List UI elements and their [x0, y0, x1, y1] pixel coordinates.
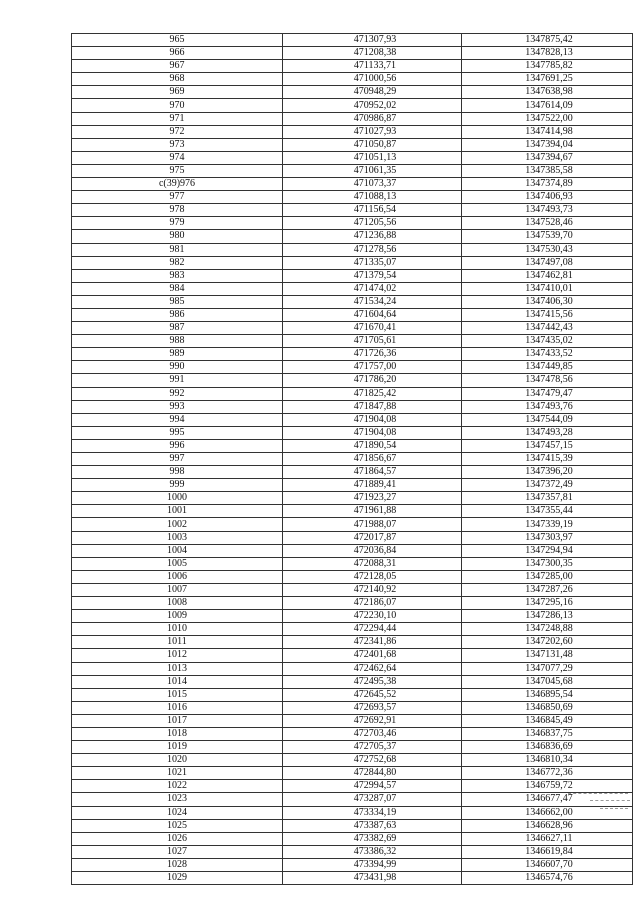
y-coordinate-cell: 1347415,39: [462, 453, 633, 466]
point-number-cell: 1009: [72, 610, 283, 623]
point-number-cell: 986: [72, 308, 283, 321]
x-coordinate-cell: 472703,46: [283, 727, 462, 740]
x-coordinate-cell: 473386,32: [283, 845, 462, 858]
point-number-cell: 1000: [72, 492, 283, 505]
table-row: [72, 754, 633, 767]
table-row: [72, 597, 633, 610]
table-row: [72, 374, 633, 387]
table-row: [72, 767, 633, 780]
point-number-cell: 1022: [72, 780, 283, 793]
table-row: [72, 505, 633, 518]
table-row: [72, 34, 633, 47]
point-number-cell: 1021: [72, 767, 283, 780]
table-row: [72, 570, 633, 583]
point-number-cell: 978: [72, 204, 283, 217]
point-number-cell: 1023: [72, 793, 283, 806]
x-coordinate-cell: 472401,68: [283, 649, 462, 662]
point-number-cell: 1015: [72, 688, 283, 701]
x-coordinate-cell: 473431,98: [283, 872, 462, 885]
point-number-cell: 1017: [72, 714, 283, 727]
point-number-cell: 1010: [72, 623, 283, 636]
point-number-cell: 988: [72, 335, 283, 348]
y-coordinate-cell: 1346662,00: [462, 806, 633, 819]
point-number-cell: 980: [72, 230, 283, 243]
table-row: [72, 636, 633, 649]
y-coordinate-cell: 1346574,76: [462, 872, 633, 885]
point-number-cell: 1013: [72, 662, 283, 675]
y-coordinate-cell: 1347394,67: [462, 151, 633, 164]
table-row: [72, 125, 633, 138]
x-coordinate-cell: 472994,57: [283, 780, 462, 793]
x-coordinate-cell: 471379,54: [283, 269, 462, 282]
x-coordinate-cell: 473287,07: [283, 793, 462, 806]
x-coordinate-cell: 471051,13: [283, 151, 462, 164]
point-number-cell: 998: [72, 466, 283, 479]
x-coordinate-cell: 471205,56: [283, 217, 462, 230]
table-row: [72, 230, 633, 243]
x-coordinate-cell: 472230,10: [283, 610, 462, 623]
y-coordinate-cell: 1347339,19: [462, 518, 633, 531]
y-coordinate-cell: 1347294,94: [462, 544, 633, 557]
y-coordinate-cell: 1347410,01: [462, 282, 633, 295]
y-coordinate-cell: 1346810,34: [462, 754, 633, 767]
x-coordinate-cell: 470948,29: [283, 86, 462, 99]
table-row: [72, 453, 633, 466]
point-number-cell: 965: [72, 34, 283, 47]
x-coordinate-cell: 471335,07: [283, 256, 462, 269]
y-coordinate-cell: 1346895,54: [462, 688, 633, 701]
x-coordinate-cell: 471133,71: [283, 60, 462, 73]
y-coordinate-cell: 1347442,43: [462, 322, 633, 335]
table-row: [72, 741, 633, 754]
y-coordinate-cell: 1347530,43: [462, 243, 633, 256]
table-row: [72, 439, 633, 452]
point-number-cell: 1027: [72, 845, 283, 858]
point-number-cell: 984: [72, 282, 283, 295]
y-coordinate-cell: 1346836,69: [462, 741, 633, 754]
x-coordinate-cell: 471889,41: [283, 479, 462, 492]
y-coordinate-cell: 1347406,30: [462, 295, 633, 308]
point-number-cell: 1008: [72, 597, 283, 610]
x-coordinate-cell: 471474,02: [283, 282, 462, 295]
x-coordinate-cell: 471904,08: [283, 413, 462, 426]
point-number-cell: 977: [72, 191, 283, 204]
y-coordinate-cell: 1347287,26: [462, 583, 633, 596]
x-coordinate-cell: 472462,64: [283, 662, 462, 675]
table-row: [72, 466, 633, 479]
table-row: [72, 86, 633, 99]
x-coordinate-cell: 471604,64: [283, 308, 462, 321]
x-coordinate-cell: 472752,68: [283, 754, 462, 767]
x-coordinate-cell: 471726,36: [283, 348, 462, 361]
x-coordinate-cell: 471061,35: [283, 164, 462, 177]
x-coordinate-cell: 471757,00: [283, 361, 462, 374]
point-number-cell: 995: [72, 426, 283, 439]
x-coordinate-cell: 473387,63: [283, 819, 462, 832]
x-coordinate-cell: 473382,69: [283, 832, 462, 845]
y-coordinate-cell: 1347202,60: [462, 636, 633, 649]
table-row: [72, 178, 633, 191]
x-coordinate-cell: 472692,91: [283, 714, 462, 727]
y-coordinate-cell: 1346628,96: [462, 819, 633, 832]
table-row: [72, 256, 633, 269]
x-coordinate-cell: 471000,56: [283, 73, 462, 86]
y-coordinate-cell: 1347045,68: [462, 675, 633, 688]
table-row: [72, 845, 633, 858]
x-coordinate-cell: 470986,87: [283, 112, 462, 125]
x-coordinate-cell: 472294,44: [283, 623, 462, 636]
table-row: [72, 492, 633, 505]
x-coordinate-cell: 472186,07: [283, 597, 462, 610]
point-number-cell: 994: [72, 413, 283, 426]
margin-mark: [590, 800, 630, 801]
table-row: [72, 99, 633, 112]
point-number-cell: 996: [72, 439, 283, 452]
point-number-cell: 1004: [72, 544, 283, 557]
point-number-cell: 1011: [72, 636, 283, 649]
table-row: [72, 348, 633, 361]
point-number-cell: 1019: [72, 741, 283, 754]
y-coordinate-cell: 1347414,98: [462, 125, 633, 138]
table-row: [72, 204, 633, 217]
y-coordinate-cell: 1347374,89: [462, 178, 633, 191]
table-row: [72, 413, 633, 426]
table-row: [72, 282, 633, 295]
y-coordinate-cell: 1347357,81: [462, 492, 633, 505]
point-number-cell: 1026: [72, 832, 283, 845]
table-row: [72, 610, 633, 623]
table-row: [72, 60, 633, 73]
y-coordinate-cell: 1347435,02: [462, 335, 633, 348]
table-row: [72, 583, 633, 596]
point-number-cell: 981: [72, 243, 283, 256]
y-coordinate-cell: 1347077,29: [462, 662, 633, 675]
x-coordinate-cell: 472140,92: [283, 583, 462, 596]
point-number-cell: 1012: [72, 649, 283, 662]
x-coordinate-cell: 471864,57: [283, 466, 462, 479]
table-row: [72, 531, 633, 544]
y-coordinate-cell: 1346837,75: [462, 727, 633, 740]
table-row: [72, 322, 633, 335]
y-coordinate-cell: 1347303,97: [462, 531, 633, 544]
x-coordinate-cell: 472341,86: [283, 636, 462, 649]
x-coordinate-cell: 471088,13: [283, 191, 462, 204]
y-coordinate-cell: 1346627,11: [462, 832, 633, 845]
point-number-cell: 1028: [72, 858, 283, 871]
table-row: [72, 269, 633, 282]
y-coordinate-cell: 1347462,81: [462, 269, 633, 282]
x-coordinate-cell: 471988,07: [283, 518, 462, 531]
x-coordinate-cell: 473334,19: [283, 806, 462, 819]
table-row: [72, 518, 633, 531]
point-number-cell: 979: [72, 217, 283, 230]
point-number-cell: 1020: [72, 754, 283, 767]
table-row: [72, 112, 633, 125]
table-row: [72, 714, 633, 727]
y-coordinate-cell: 1347478,56: [462, 374, 633, 387]
table-row: [72, 308, 633, 321]
point-number-cell: 970: [72, 99, 283, 112]
x-coordinate-cell: 473394,99: [283, 858, 462, 871]
y-coordinate-cell: 1347295,16: [462, 597, 633, 610]
y-coordinate-cell: 1347372,49: [462, 479, 633, 492]
y-coordinate-cell: 1347385,58: [462, 164, 633, 177]
table-row: [72, 727, 633, 740]
x-coordinate-cell: 472844,80: [283, 767, 462, 780]
table-row: [72, 138, 633, 151]
x-coordinate-cell: 472705,37: [283, 741, 462, 754]
table-row: [72, 623, 633, 636]
point-number-cell: 1018: [72, 727, 283, 740]
y-coordinate-cell: 1346607,70: [462, 858, 633, 871]
x-coordinate-cell: 472495,38: [283, 675, 462, 688]
x-coordinate-cell: 471904,08: [283, 426, 462, 439]
point-number-cell: 1025: [72, 819, 283, 832]
table-row: [72, 479, 633, 492]
x-coordinate-cell: 472645,52: [283, 688, 462, 701]
table-row: [72, 688, 633, 701]
y-coordinate-cell: 1346845,49: [462, 714, 633, 727]
point-number-cell: 972: [72, 125, 283, 138]
x-coordinate-cell: 470952,02: [283, 99, 462, 112]
x-coordinate-cell: 472693,57: [283, 701, 462, 714]
table-row: [72, 151, 633, 164]
y-coordinate-cell: 1347433,52: [462, 348, 633, 361]
table-row: [72, 872, 633, 885]
point-number-cell: 997: [72, 453, 283, 466]
coordinates-table-body: [72, 34, 633, 885]
y-coordinate-cell: 1346850,69: [462, 701, 633, 714]
point-number-cell: 987: [72, 322, 283, 335]
table-row: [72, 47, 633, 60]
table-row: [72, 387, 633, 400]
x-coordinate-cell: 471050,87: [283, 138, 462, 151]
y-coordinate-cell: 1347638,98: [462, 86, 633, 99]
x-coordinate-cell: 471307,93: [283, 34, 462, 47]
point-number-cell: 973: [72, 138, 283, 151]
coordinates-table: [71, 33, 633, 885]
y-coordinate-cell: 1347544,09: [462, 413, 633, 426]
point-number-cell: 1002: [72, 518, 283, 531]
table-row: [72, 73, 633, 86]
table-row: [72, 662, 633, 675]
table-row: [72, 191, 633, 204]
point-number-cell: c(39)976: [72, 178, 283, 191]
y-coordinate-cell: 1347457,15: [462, 439, 633, 452]
x-coordinate-cell: 471534,24: [283, 295, 462, 308]
y-coordinate-cell: 1347528,46: [462, 217, 633, 230]
point-number-cell: 975: [72, 164, 283, 177]
y-coordinate-cell: 1347355,44: [462, 505, 633, 518]
x-coordinate-cell: 471961,88: [283, 505, 462, 518]
x-coordinate-cell: 471027,93: [283, 125, 462, 138]
y-coordinate-cell: 1347493,28: [462, 426, 633, 439]
point-number-cell: 1006: [72, 570, 283, 583]
table-row: [72, 557, 633, 570]
point-number-cell: 969: [72, 86, 283, 99]
y-coordinate-cell: 1347497,08: [462, 256, 633, 269]
x-coordinate-cell: 471670,41: [283, 322, 462, 335]
point-number-cell: 991: [72, 374, 283, 387]
table-row: [72, 544, 633, 557]
y-coordinate-cell: 1347691,25: [462, 73, 633, 86]
table-row: [72, 832, 633, 845]
x-coordinate-cell: 472128,05: [283, 570, 462, 583]
table-row: [72, 819, 633, 832]
x-coordinate-cell: 471073,37: [283, 178, 462, 191]
point-number-cell: 967: [72, 60, 283, 73]
x-coordinate-cell: 471923,27: [283, 492, 462, 505]
x-coordinate-cell: 471825,42: [283, 387, 462, 400]
point-number-cell: 1007: [72, 583, 283, 596]
x-coordinate-cell: 471705,61: [283, 335, 462, 348]
margin-mark: [568, 793, 628, 794]
y-coordinate-cell: 1347396,20: [462, 466, 633, 479]
y-coordinate-cell: 1346619,84: [462, 845, 633, 858]
y-coordinate-cell: 1346759,72: [462, 780, 633, 793]
point-number-cell: 1001: [72, 505, 283, 518]
x-coordinate-cell: 471786,20: [283, 374, 462, 387]
y-coordinate-cell: 1347131,48: [462, 649, 633, 662]
point-number-cell: 985: [72, 295, 283, 308]
table-row: [72, 400, 633, 413]
point-number-cell: 993: [72, 400, 283, 413]
y-coordinate-cell: 1347449,85: [462, 361, 633, 374]
point-number-cell: 982: [72, 256, 283, 269]
y-coordinate-cell: 1347522,00: [462, 112, 633, 125]
point-number-cell: 1016: [72, 701, 283, 714]
table-row: [72, 780, 633, 793]
y-coordinate-cell: 1346772,36: [462, 767, 633, 780]
y-coordinate-cell: 1347493,76: [462, 400, 633, 413]
point-number-cell: 990: [72, 361, 283, 374]
x-coordinate-cell: 471890,54: [283, 439, 462, 452]
point-number-cell: 1029: [72, 872, 283, 885]
y-coordinate-cell: 1347614,09: [462, 99, 633, 112]
point-number-cell: 1003: [72, 531, 283, 544]
point-number-cell: 989: [72, 348, 283, 361]
table-row: [72, 649, 633, 662]
y-coordinate-cell: 1347406,93: [462, 191, 633, 204]
point-number-cell: 1024: [72, 806, 283, 819]
table-row: [72, 361, 633, 374]
y-coordinate-cell: 1347479,47: [462, 387, 633, 400]
x-coordinate-cell: 471208,38: [283, 47, 462, 60]
table-row: [72, 806, 633, 819]
margin-mark: [600, 808, 628, 809]
point-number-cell: 966: [72, 47, 283, 60]
table-row: [72, 858, 633, 871]
table-row: [72, 217, 633, 230]
y-coordinate-cell: 1347285,00: [462, 570, 633, 583]
x-coordinate-cell: 472036,84: [283, 544, 462, 557]
x-coordinate-cell: 471278,56: [283, 243, 462, 256]
table-row: [72, 701, 633, 714]
x-coordinate-cell: 472017,87: [283, 531, 462, 544]
y-coordinate-cell: 1347875,42: [462, 34, 633, 47]
point-number-cell: 1005: [72, 557, 283, 570]
y-coordinate-cell: 1347785,82: [462, 60, 633, 73]
y-coordinate-cell: 1347286,13: [462, 610, 633, 623]
table-row: [72, 426, 633, 439]
point-number-cell: 971: [72, 112, 283, 125]
y-coordinate-cell: 1347248,88: [462, 623, 633, 636]
x-coordinate-cell: 471856,67: [283, 453, 462, 466]
table-row: [72, 335, 633, 348]
point-number-cell: 1014: [72, 675, 283, 688]
x-coordinate-cell: 471156,54: [283, 204, 462, 217]
point-number-cell: 983: [72, 269, 283, 282]
table-row: [72, 675, 633, 688]
y-coordinate-cell: 1346677,47: [462, 793, 633, 806]
point-number-cell: 968: [72, 73, 283, 86]
x-coordinate-cell: 471236,88: [283, 230, 462, 243]
y-coordinate-cell: 1347828,13: [462, 47, 633, 60]
point-number-cell: 974: [72, 151, 283, 164]
table-row: [72, 243, 633, 256]
x-coordinate-cell: 472088,31: [283, 557, 462, 570]
point-number-cell: 999: [72, 479, 283, 492]
x-coordinate-cell: 471847,88: [283, 400, 462, 413]
y-coordinate-cell: 1347415,56: [462, 308, 633, 321]
table-row: [72, 164, 633, 177]
y-coordinate-cell: 1347539,70: [462, 230, 633, 243]
y-coordinate-cell: 1347300,35: [462, 557, 633, 570]
y-coordinate-cell: 1347394,04: [462, 138, 633, 151]
table-row: [72, 793, 633, 806]
y-coordinate-cell: 1347493,73: [462, 204, 633, 217]
point-number-cell: 992: [72, 387, 283, 400]
table-row: [72, 295, 633, 308]
